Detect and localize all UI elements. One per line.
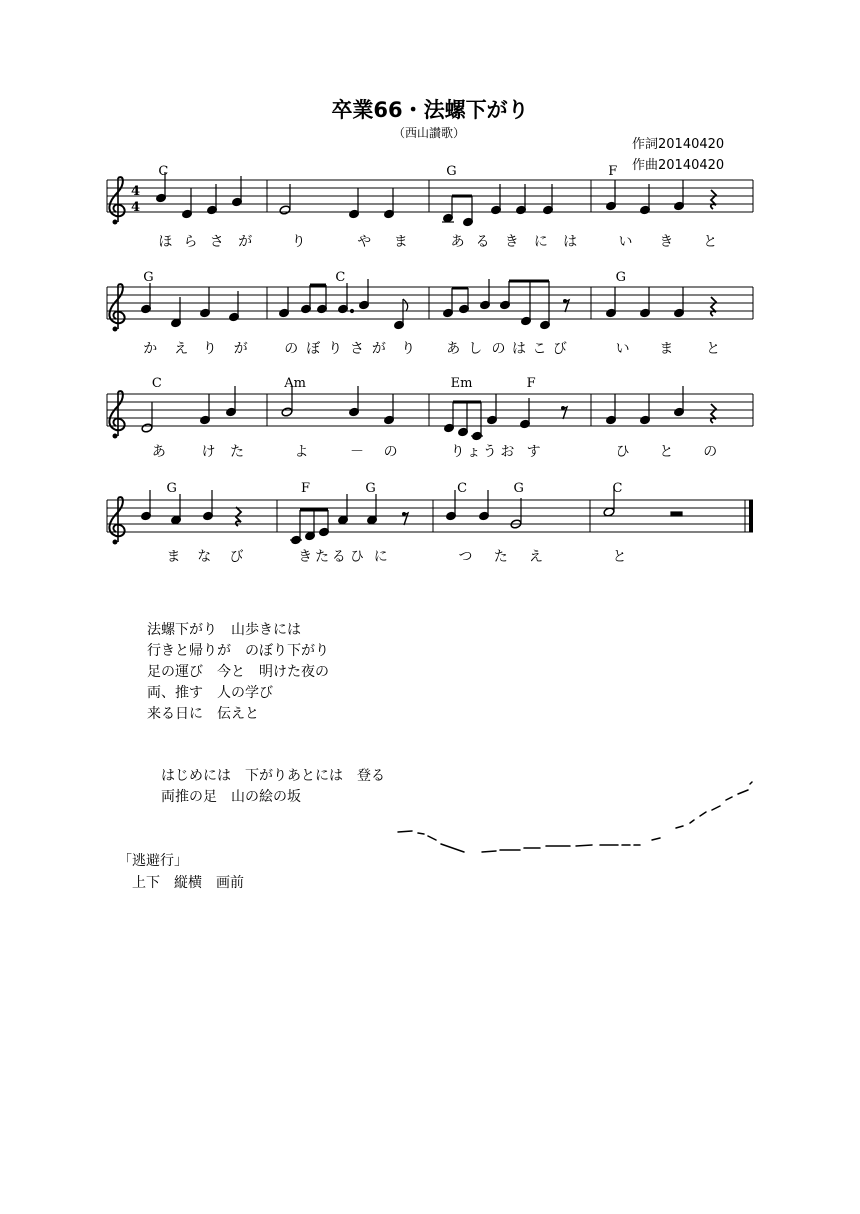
- lyric-syllable: う: [482, 444, 497, 460]
- lyric-syllable: と: [703, 234, 718, 250]
- chord-symbol: C: [335, 270, 346, 285]
- chord-symbol: C: [151, 376, 162, 391]
- lyric-syllable: の: [703, 444, 718, 460]
- chord-symbol: Am: [284, 376, 307, 391]
- verse-2-line: 両推の足 山の絵の坂: [161, 789, 301, 805]
- lyric-syllable: ら: [183, 234, 198, 250]
- lyric-syllable: と: [706, 341, 721, 357]
- lyric-syllable: ま: [393, 234, 408, 250]
- lyric-syllable: る: [331, 549, 346, 565]
- lyric-syllable: た: [493, 549, 508, 565]
- lyric-syllable: ぼ: [306, 341, 321, 357]
- lyric-syllable: き: [298, 549, 313, 565]
- lyric-syllable: こ: [532, 341, 547, 357]
- lyric-syllable: は: [512, 341, 526, 357]
- chord-symbol: G: [365, 481, 376, 496]
- lyric-syllable: び: [552, 341, 567, 357]
- lyric-syllable: え: [174, 341, 189, 357]
- lyric-syllable: い: [618, 234, 633, 250]
- lyric-syllable: え: [529, 549, 544, 565]
- lyric-syllable: き: [504, 234, 519, 250]
- lyric-syllable: の: [491, 341, 506, 357]
- time-signature-bottom: 4: [131, 200, 141, 215]
- subtitle: （西山讃歌）: [393, 126, 466, 140]
- verse-1-line: 法螺下がり 山歩きには: [147, 622, 301, 638]
- lyric-syllable: り: [202, 341, 217, 357]
- note-title: 「逃避行」: [118, 853, 188, 869]
- lyric-syllable: ほ: [158, 234, 173, 250]
- lyric-syllable: や: [357, 234, 372, 250]
- lyric-syllable: が: [233, 341, 248, 357]
- lyric-syllable: す: [526, 444, 541, 460]
- lyric-syllable: ひ: [615, 444, 630, 460]
- lyric-syllable: し: [468, 341, 483, 357]
- chord-symbol: Em: [450, 376, 473, 391]
- music-credit: 作曲20140420: [632, 158, 725, 173]
- lyric-syllable: が: [238, 234, 253, 250]
- verse-2-line: はじめには 下がりあとには 登る: [161, 768, 385, 784]
- chord-symbol: F: [301, 481, 311, 496]
- lyric-syllable: に: [373, 549, 388, 565]
- page-title: 卒業66・法螺下がり: [331, 98, 529, 122]
- verse-1-line: 来る日に 伝えと: [147, 706, 259, 722]
- chord-symbol: G: [166, 481, 177, 496]
- lyric-syllable: な: [197, 549, 212, 565]
- lyric-syllable: よ: [294, 444, 309, 460]
- chord-symbol: F: [608, 164, 618, 179]
- chord-symbol: C: [612, 481, 623, 496]
- lyric-syllable: さ: [209, 234, 224, 250]
- chord-symbol: G: [615, 270, 626, 285]
- lyric-syllable: る: [475, 234, 490, 250]
- lyric-syllable: り: [291, 234, 306, 250]
- lyric-syllable: た: [315, 549, 329, 565]
- lyrics-credit: 作詞20140420: [632, 137, 725, 152]
- verse-1-line: 足の運び 今と 明けた夜の: [147, 664, 329, 680]
- time-signature-top: 4: [131, 184, 141, 199]
- note-line: 上下 縦横 画前: [132, 875, 244, 891]
- lyric-syllable: さ: [350, 341, 364, 357]
- lyric-syllable: ま: [659, 341, 674, 357]
- lyric-syllable: り: [450, 444, 465, 460]
- lyric-syllable: り: [328, 341, 343, 357]
- lyric-syllable: け: [201, 444, 216, 460]
- lyric-syllable: あ: [450, 234, 465, 250]
- lyric-syllable: あ: [151, 444, 166, 460]
- lyric-syllable: －: [350, 444, 364, 460]
- lyric-syllable: き: [659, 234, 674, 250]
- verse-1-line: 両、推す 人の学び: [147, 685, 273, 701]
- lyric-syllable: た: [230, 444, 244, 460]
- chord-symbol: F: [526, 376, 536, 391]
- lyric-syllable: あ: [446, 341, 461, 357]
- chord-symbol: G: [446, 164, 457, 179]
- lyric-syllable: ひ: [350, 549, 364, 565]
- lyric-syllable: と: [612, 549, 627, 565]
- chord-symbol: C: [158, 164, 169, 179]
- lyric-syllable: ま: [166, 549, 181, 565]
- lyric-syllable: り: [401, 341, 416, 357]
- lyric-syllable: お: [500, 444, 515, 460]
- verse-1-line: 行きと帰りが のぼり下がり: [147, 643, 329, 659]
- lyric-syllable: に: [533, 234, 548, 250]
- chord-symbol: G: [513, 481, 524, 496]
- lyric-syllable: と: [659, 444, 674, 460]
- lyric-syllable: い: [615, 341, 630, 357]
- lyric-syllable: つ: [458, 549, 473, 565]
- chord-symbol: C: [457, 481, 468, 496]
- lyric-syllable: の: [383, 444, 398, 460]
- lyric-syllable: び: [229, 549, 244, 565]
- lyric-syllable: の: [284, 341, 299, 357]
- chord-symbol: G: [143, 270, 154, 285]
- lyric-syllable: は: [563, 234, 578, 250]
- lyric-syllable: が: [371, 341, 386, 357]
- lyric-syllable: ょ: [466, 444, 481, 460]
- lyric-syllable: か: [143, 341, 158, 357]
